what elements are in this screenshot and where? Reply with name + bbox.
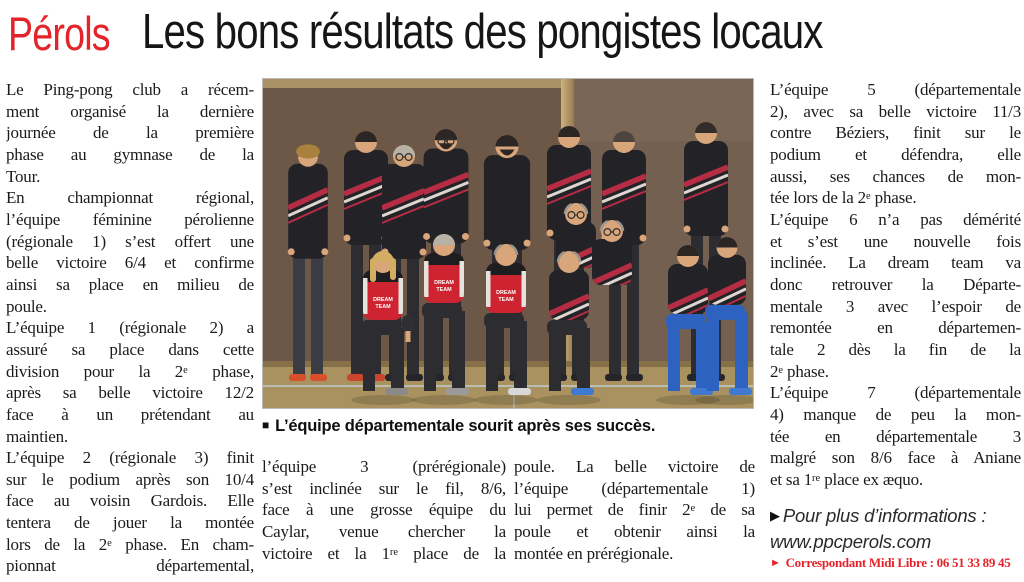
svg-text:TEAM: TEAM: [375, 304, 391, 310]
svg-text:DREAM: DREAM: [434, 280, 454, 286]
article-column-2: l’équipe 3 (prérégionale) s’est inclinée sur le fil, 8/6, face à une grosse équipe du Caylar, venue chercher la victoire et la 1re place de la: [262, 457, 506, 563]
section-kicker: Pérols: [8, 7, 110, 60]
caption-bullet-icon: ■: [262, 418, 270, 432]
svg-text:TEAM: TEAM: [436, 287, 452, 293]
team-photo: [262, 78, 754, 409]
article-column-3: poule. La belle victoire de l’équipe (départementale 1) lui permet de finir 2e de sa poule et obtenir ainsi la montée en prérégionale.: [514, 457, 755, 563]
svg-text:DREAM: DREAM: [373, 297, 393, 303]
article-column-4: L’équipe 5 (départementale 2), avec sa belle victoire 11/3 contre Béziers, finit sur le podium et défendra, elle aussi, ses chances de mon- tée lors de la 2e phase. L’équipe 6 n’a pas démérité et s’est une nouvelle fois inclinée. La dream team va donc retrouver la Départe- mentale 3 avec l’espoir de remontée en départemen- tale 2 dès la fin de la 2e phase. L’équipe 7 (départementale 4) manque de peu la mon- tée en départementale 3 malgré son 8/6 face à Aniane et sa 1re place ex æquo.: [770, 80, 1021, 489]
article-column-1: Le Ping-pong club a récem- ment organisé la dernière journée de la première phase au gymnase de la Tour. En championnat régional, l’équipe féminine pérolienne (régionale 1) s’est offert une belle victoire 6/4 et confirme ainsi sa place en milieu de poule. L’équipe 1 (régionale 2) a assuré sa place dans cette division pour la 2e phase, après sa belle victoire 12/2 face à un prétendant au maintien. L’équipe 2 (régionale 3) finit sur le podium après son 10/4 face au voisin Gardois. Elle tentera de jouer la montée lors de la 2e phase. En cham- pionnat départemental,: [6, 80, 254, 576]
info-url: www.ppcperols.com: [770, 531, 932, 552]
info-text: Pour plus d’informations :: [782, 505, 987, 526]
correspondent-text: Correspondant Midi Libre : 06 51 33 89 45: [785, 555, 1011, 570]
info-note: [770, 503, 1024, 555]
article-headline: Les bons résultats des pongistes locaux: [142, 5, 823, 59]
info-arrow-icon: ▶: [770, 508, 780, 523]
correspondent-arrow-icon: ►: [770, 557, 781, 569]
photo-caption-text: L’équipe départementale sourit après ses succès.: [275, 417, 656, 435]
svg-text:DREAM: DREAM: [496, 290, 516, 296]
info-line-1: [770, 503, 1024, 529]
correspondent-line: [770, 555, 1024, 571]
photo-caption: [262, 417, 754, 436]
svg-text:TEAM: TEAM: [498, 297, 514, 303]
